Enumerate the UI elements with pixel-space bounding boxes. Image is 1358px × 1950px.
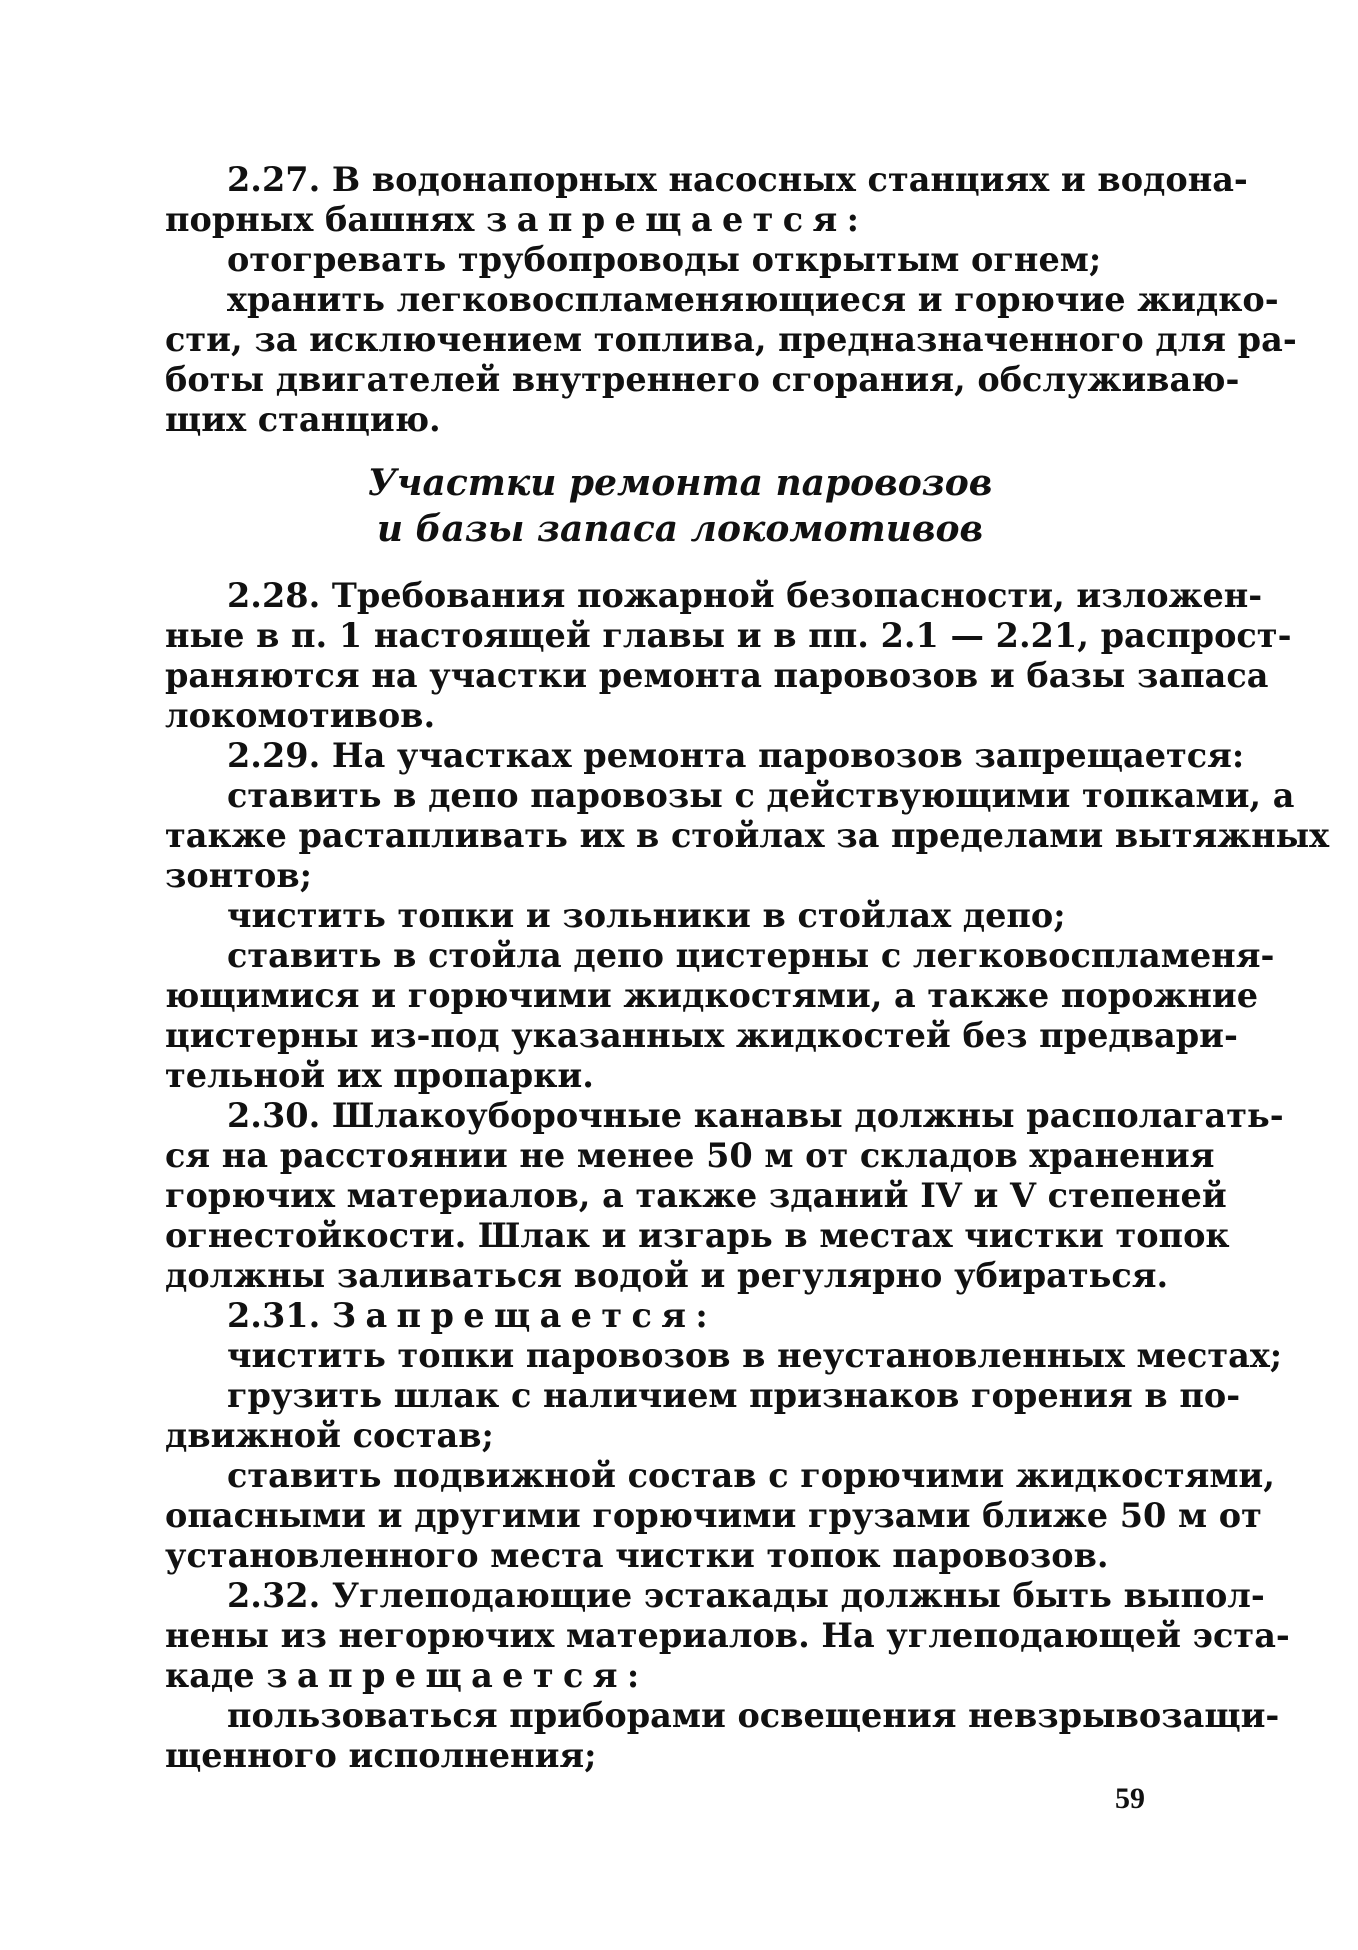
section-heading	[165, 460, 1195, 552]
text-line: должны заливаться водой и регулярно убираться.	[165, 1256, 1169, 1295]
heading-line: Участки ремонта паровозов	[367, 462, 993, 504]
text-line: опасными и другими горючими грузами ближе 50 м от	[165, 1496, 1262, 1535]
text-line	[165, 1656, 1195, 1696]
spaced-emphasis: запрещается:	[266, 1656, 649, 1695]
text-line: ные в п. 1 настоящей главы и в пп. 2.1 — 2.21, распрост-	[165, 616, 1292, 655]
text-line: зонтов;	[165, 856, 312, 895]
text-line: тельной их пропарки.	[165, 1056, 594, 1095]
text-line: щих станцию.	[165, 400, 441, 439]
text-line: грузить шлак с наличием признаков горения в по-	[227, 1376, 1241, 1415]
section-2-28	[165, 576, 1292, 736]
text-line: 2.28. Требования пожарной безопасности, изложен-	[227, 576, 1263, 615]
text-line: огнестойкости. Шлак и изгарь в местах чистки топок	[165, 1216, 1230, 1255]
text-line: цистерны из-под указанных жидкостей без предвари-	[165, 1016, 1238, 1055]
text-line: также растапливать их в стойлах за пределами вытяжных	[165, 816, 1330, 855]
text-line: 2.29. На участках ремонта паровозов запрещается:	[227, 736, 1245, 775]
text-line: 2.27. В водонапорных насосных станциях и водона-	[227, 160, 1248, 199]
text-line: установленного места чистки топок паровозов.	[165, 1536, 1109, 1575]
section-2-27	[165, 160, 1297, 440]
text-line: ставить в стойла депо цистерны с легковоспламеня-	[227, 936, 1275, 975]
text-line: движной состав;	[165, 1416, 494, 1455]
text-line: ющимися и горючими жидкостями, а также порожние	[165, 976, 1259, 1015]
section-2-30	[165, 1096, 1284, 1296]
section-2-32	[165, 1576, 1290, 1776]
text-line: пользоваться приборами освещения невзрывозащи-	[227, 1696, 1280, 1735]
text-line: раняются на участки ремонта паровозов и базы запаса	[165, 656, 1269, 695]
text-line: ставить в депо паровозы с действующими топками, а	[227, 776, 1295, 815]
text-line: чистить топки паровозов в неустановленных местах;	[227, 1336, 1283, 1375]
spaced-emphasis: Запрещается:	[331, 1296, 718, 1335]
text-line: 2.32. Углеподающие эстакады должны быть выпол-	[227, 1576, 1265, 1615]
text-line: хранить легковоспламеняющиеся и горючие жидко-	[227, 280, 1279, 319]
text-line	[165, 1296, 1195, 1336]
text-line	[165, 200, 1195, 240]
text-line: щенного исполнения;	[165, 1736, 597, 1775]
text-line: ставить подвижной состав с горючими жидкостями,	[227, 1456, 1275, 1495]
text-line: ся на расстоянии не менее 50 м от складов хранения	[165, 1136, 1215, 1175]
text-line: чистить топки и зольники в стойлах депо;	[227, 896, 1066, 935]
heading-line: и базы запаса локомотивов	[376, 508, 984, 550]
text-line: локомотивов.	[165, 696, 436, 735]
text-line: сти, за исключением топлива, предназначенного для ра-	[165, 320, 1297, 359]
text-line: нены из негорючих материалов. На углеподающей эста-	[165, 1616, 1290, 1655]
text-fragment: порных башнях	[165, 200, 486, 239]
page-number: 59	[1115, 1782, 1145, 1815]
text-line: 2.30. Шлакоуборочные канавы должны располагать-	[227, 1096, 1284, 1135]
text-line: горючих материалов, а также зданий IV и V степеней	[165, 1176, 1227, 1215]
section-2-31	[165, 1296, 1283, 1576]
text-fragment: 2.31.	[227, 1296, 332, 1335]
text-line: отогревать трубопроводы открытым огнем;	[227, 240, 1102, 279]
text-fragment: каде	[165, 1656, 267, 1695]
section-2-29	[165, 736, 1330, 1096]
text-line: боты двигателей внутреннего сгорания, обслуживаю-	[165, 360, 1240, 399]
spaced-emphasis: запрещается:	[485, 200, 869, 239]
document-page	[165, 160, 1330, 1776]
